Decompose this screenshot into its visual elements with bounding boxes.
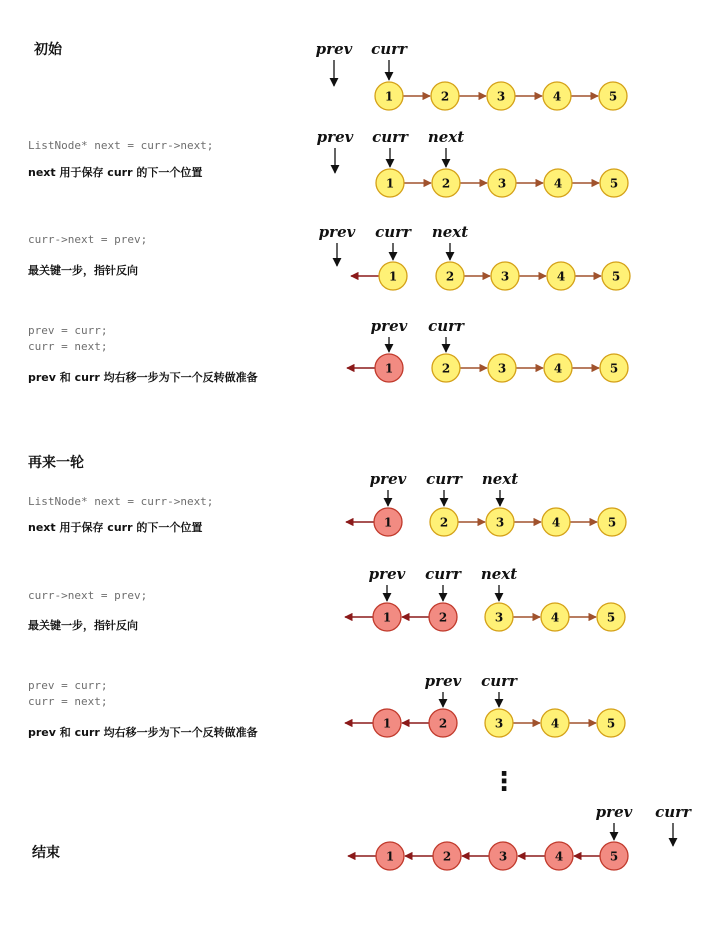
code-reverse-link-1: curr->next = prev;: [28, 233, 148, 246]
node-value-end-3: 3: [498, 849, 508, 864]
node-value-advance-1-1: 1: [384, 361, 394, 376]
pointer-label-curr-save-next-2: curr: [426, 470, 462, 488]
code-save-next-1: ListNode* next = curr->next;: [28, 139, 214, 152]
title-end: 结束: [32, 845, 60, 861]
code-advance-2: prev = curr; curr = next;: [28, 679, 108, 708]
node-value-save-next-2-3: 3: [495, 515, 505, 530]
title-initial: 初始: [34, 42, 62, 58]
node-value-save-next-1-4: 4: [553, 176, 563, 191]
code-reverse-link-2: curr->next = prev;: [28, 589, 148, 602]
pointer-label-prev-save-next-1: prev: [316, 128, 354, 146]
pointer-label-prev-advance-2: prev: [424, 672, 462, 690]
node-value-end-1: 1: [385, 849, 395, 864]
node-value-save-next-2-4: 4: [551, 515, 561, 530]
pointer-label-prev-save-next-2: prev: [369, 470, 407, 488]
node-value-end-4: 4: [554, 849, 564, 864]
node-value-reverse-link-1-2: 2: [445, 269, 455, 284]
node-value-save-next-1-5: 5: [609, 176, 619, 191]
node-value-advance-2-1: 1: [382, 716, 392, 731]
pointer-label-next-save-next-2: next: [481, 470, 519, 488]
node-value-reverse-link-1-3: 3: [500, 269, 510, 284]
node-value-advance-1-4: 4: [553, 361, 563, 376]
pointer-label-prev-end: prev: [595, 803, 633, 821]
node-value-initial-4: 4: [552, 89, 562, 104]
node-value-initial-3: 3: [496, 89, 506, 104]
pointer-label-curr-advance-1: curr: [428, 317, 464, 335]
node-value-initial-1: 1: [384, 89, 394, 104]
pointer-label-curr-initial: curr: [371, 40, 407, 58]
desc-reverse-link-1: 最关键一步，指针反向: [28, 264, 138, 277]
node-value-save-next-2-2: 2: [439, 515, 449, 530]
node-value-reverse-link-1-1: 1: [388, 269, 398, 284]
code-advance-1: prev = curr; curr = next;: [28, 324, 108, 353]
pointer-label-prev-reverse-link-1: prev: [318, 223, 356, 241]
desc-reverse-link-2: 最关键一步，指针反向: [28, 619, 138, 632]
node-value-reverse-link-2-2: 2: [438, 610, 448, 625]
node-value-initial-5: 5: [608, 89, 618, 104]
pointer-label-prev-initial: prev: [315, 40, 353, 58]
pointer-label-curr-advance-2: curr: [481, 672, 517, 690]
pointer-label-prev-reverse-link-2: prev: [368, 565, 406, 583]
desc-save-next-2: next 用于保存 curr 的下一个位置: [28, 521, 203, 534]
pointer-label-curr-reverse-link-2: curr: [425, 565, 461, 583]
ellipsis: ⋮: [491, 767, 517, 797]
node-value-save-next-1-1: 1: [385, 176, 395, 191]
node-value-advance-1-5: 5: [609, 361, 619, 376]
code-save-next-2: ListNode* next = curr->next;: [28, 495, 214, 508]
title-again: 再来一轮: [28, 455, 84, 471]
node-value-advance-1-2: 2: [441, 361, 451, 376]
node-value-reverse-link-2-4: 4: [550, 610, 560, 625]
node-value-end-5: 5: [609, 849, 619, 864]
desc-advance-2: prev 和 curr 均右移一步为下一个反转做准备: [28, 726, 258, 739]
pointer-label-next-save-next-1: next: [427, 128, 465, 146]
pointer-label-curr-end: curr: [655, 803, 691, 821]
desc-advance-1: prev 和 curr 均右移一步为下一个反转做准备: [28, 371, 258, 384]
node-value-advance-1-3: 3: [497, 361, 507, 376]
pointer-label-prev-advance-1: prev: [370, 317, 408, 335]
node-value-save-next-2-1: 1: [383, 515, 393, 530]
node-value-save-next-1-3: 3: [497, 176, 507, 191]
pointer-label-next-reverse-link-2: next: [480, 565, 518, 583]
node-value-advance-2-3: 3: [494, 716, 504, 731]
desc-save-next-1: next 用于保存 curr 的下一个位置: [28, 166, 203, 179]
node-value-advance-2-5: 5: [606, 716, 616, 731]
node-value-advance-2-2: 2: [438, 716, 448, 731]
node-value-advance-2-4: 4: [550, 716, 560, 731]
node-value-reverse-link-2-3: 3: [494, 610, 504, 625]
node-value-initial-2: 2: [440, 89, 450, 104]
node-value-reverse-link-1-5: 5: [611, 269, 621, 284]
node-value-reverse-link-2-5: 5: [606, 610, 616, 625]
node-value-save-next-1-2: 2: [441, 176, 451, 191]
pointer-label-curr-save-next-1: curr: [372, 128, 408, 146]
node-value-reverse-link-1-4: 4: [556, 269, 566, 284]
pointer-label-curr-reverse-link-1: curr: [375, 223, 411, 241]
pointer-label-next-reverse-link-1: next: [431, 223, 469, 241]
node-value-reverse-link-2-1: 1: [382, 610, 392, 625]
node-value-save-next-2-5: 5: [607, 515, 617, 530]
node-value-end-2: 2: [442, 849, 452, 864]
